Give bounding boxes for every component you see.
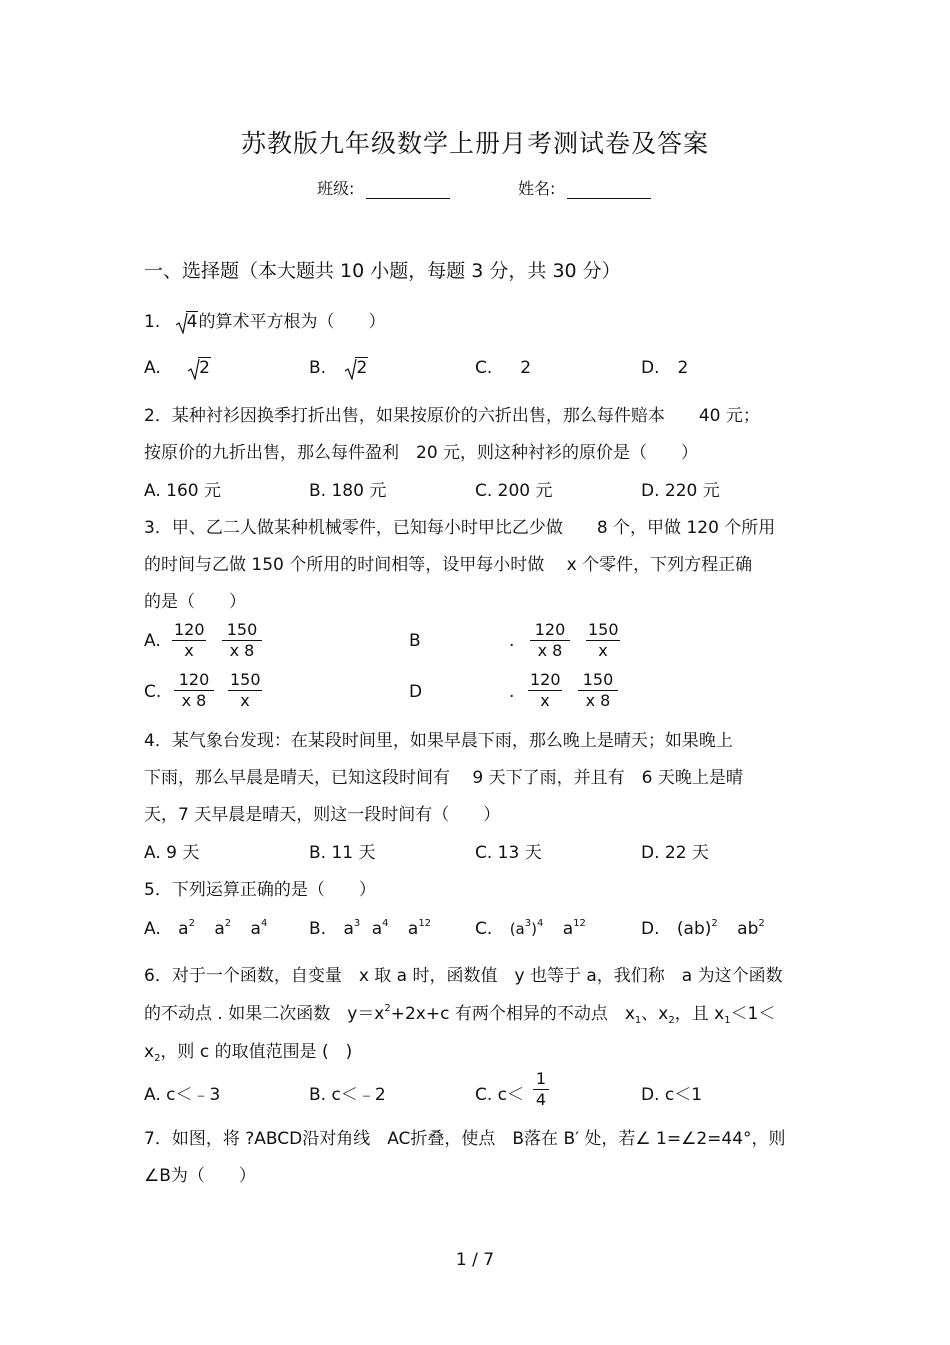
option-d-dot: . [509, 682, 515, 702]
section-heading: 一、选择题（本大题共 10 小题，每题 3 分，共 30 分） [144, 260, 621, 282]
option-label: D. [641, 358, 660, 378]
numerator: 150 [578, 670, 618, 691]
base: (ab) [676, 919, 712, 939]
question-3-line-3: 的是（ ） [144, 592, 246, 612]
option-label: B. [309, 358, 327, 378]
question-7-line-1: 7．如图，将 ?ABCD沿对角线 AC折叠，使点 B落在 B′ 处，若∠ 1=∠2=44°，则 [144, 1129, 786, 1149]
option-value: 2 [520, 358, 532, 378]
option-d[interactable] [641, 919, 765, 939]
denominator: x [240, 691, 250, 710]
option-b[interactable]: B. 11 天 [309, 843, 376, 863]
question-6-line-2 [144, 999, 775, 1024]
question-6-line-1: 6．对于一个函数，自变量 x 取 a 时，函数值 y 也等于 a，我们称 a 为这个函数 [144, 966, 783, 986]
fraction [578, 670, 618, 711]
denominator: x 8 [537, 641, 563, 660]
exponent: 3 [524, 918, 532, 929]
numerator: 120 [530, 620, 570, 641]
exponent: 12 [418, 918, 432, 929]
text: x [144, 1042, 155, 1062]
denominator: 4 [535, 1090, 547, 1109]
fraction [533, 1069, 549, 1110]
sqrt-symbol [176, 312, 199, 332]
option-label: B. [309, 919, 327, 939]
denominator: x 8 [585, 691, 611, 710]
exponent: 4 [260, 918, 268, 929]
option-c[interactable]: C. 13 天 [475, 843, 542, 863]
subscript: 2 [154, 1053, 161, 1064]
name-blank[interactable] [567, 180, 651, 199]
option-b-label[interactable]: B [409, 631, 421, 651]
option-value: 2 [677, 358, 689, 378]
question-number: 1. [144, 312, 161, 332]
radicand: 4 [186, 312, 198, 332]
option-a[interactable] [144, 919, 267, 939]
text: ，则 c 的取值范围是 ( ) [160, 1042, 353, 1062]
numerator: 150 [222, 620, 262, 641]
base: a [178, 919, 189, 939]
question-2-line-1: 2．某种衬衫因换季打折出售，如果按原价的六折出售，那么每件赔本 40 元； [144, 406, 760, 426]
sqrt-symbol [345, 358, 368, 378]
question-3-line-2: 的时间与乙做 150 个所用的时间相等，设甲每小时做 x 个零件，下列方程正确 [144, 555, 753, 575]
question-2-line-2: 按原价的九折出售，那么每件盈利 20 元，则这种衬衫的原价是（ ） [144, 443, 699, 463]
class-blank[interactable] [366, 180, 450, 199]
option-a[interactable]: A. 9 天 [144, 843, 200, 863]
option-d[interactable]: D. 220 元 [641, 481, 720, 501]
class-field [317, 176, 450, 199]
question-4-line-3: 天，7 天早晨是晴天，则这一段时间有（ ） [144, 805, 501, 825]
subscript: 1 [634, 1015, 642, 1026]
numerator: 1 [533, 1069, 549, 1090]
fraction [222, 620, 262, 661]
exponent: 2 [711, 918, 718, 929]
base: a [343, 919, 354, 939]
subscript: 2 [668, 1015, 675, 1026]
fraction [528, 670, 562, 711]
option-c-label[interactable]: C. [144, 682, 162, 702]
base: a [371, 919, 383, 939]
option-label: D. [641, 919, 660, 939]
fraction [530, 620, 570, 661]
radicand: 2 [199, 358, 210, 378]
base: a [250, 919, 261, 939]
exponent: 2 [224, 918, 232, 929]
numerator: 120 [174, 670, 214, 691]
paren: ) [531, 920, 537, 938]
text: 、x [641, 1004, 669, 1024]
base: a [562, 919, 574, 939]
fraction [228, 670, 262, 711]
option-label: C. c＜ [475, 1085, 525, 1105]
question-text: 的算术平方根为（ ） [198, 312, 386, 332]
option-c[interactable] [475, 919, 586, 939]
question-5: 5．下列运算正确的是（ ） [144, 880, 376, 900]
denominator: x [598, 641, 608, 660]
option-a-label[interactable]: A. [144, 631, 161, 651]
fraction [586, 620, 620, 661]
page-number: 1 / 7 [455, 1250, 495, 1270]
exponent: 12 [573, 918, 586, 929]
denominator: x 8 [229, 641, 255, 660]
option-label: A. [144, 919, 161, 939]
option-b[interactable] [309, 919, 431, 939]
option-d[interactable]: D. c＜1 [641, 1085, 703, 1105]
option-c[interactable]: C. 200 元 [475, 481, 553, 501]
option-a[interactable]: A. c＜﹣3 [144, 1085, 221, 1105]
base: (a [509, 920, 525, 938]
base: a [407, 919, 419, 939]
option-label: A. [144, 358, 161, 378]
question-4-line-1: 4．某气象台发现：在某段时间里，如果早晨下雨，那么晚上是晴天；如果晚上 [144, 731, 733, 751]
text: ＜1＜ [730, 1004, 776, 1024]
option-label: C. [475, 919, 493, 939]
option-label: C. [475, 358, 493, 378]
numerator: 120 [174, 620, 205, 639]
denominator: x [540, 691, 550, 710]
base: ab [737, 919, 759, 939]
question-1 [144, 307, 385, 332]
option-b[interactable] [309, 358, 368, 378]
base: a [214, 919, 225, 939]
text: 的不动点 . 如果二次函数 y＝x [144, 1004, 385, 1024]
sqrt-symbol [188, 358, 211, 378]
option-a[interactable]: A. 160 元 [144, 481, 221, 501]
option-c[interactable] [475, 358, 531, 378]
option-b[interactable]: B. c＜﹣2 [309, 1085, 386, 1105]
exponent: 4 [382, 918, 389, 929]
denominator: x 8 [181, 691, 207, 710]
numerator: 120 [530, 670, 561, 689]
option-d[interactable] [641, 358, 688, 378]
exponent: 4 [536, 918, 544, 929]
exponent: 2 [384, 1003, 391, 1014]
exponent: 3 [353, 918, 361, 929]
fraction [174, 670, 214, 711]
exponent: 2 [188, 918, 195, 929]
text: ，且 x [674, 1004, 725, 1024]
question-4-line-2: 下雨，那么早晨是晴天，已知这段时间有 9 天下了雨，并且有 6 天晚上是晴 [144, 768, 743, 788]
option-c[interactable] [475, 1080, 524, 1105]
question-3-line-1: 3．甲、乙二人做某种机械零件，已知每小时甲比乙少做 8 个，甲做 120 个所用 [144, 518, 776, 538]
option-b-dot: . [509, 631, 515, 651]
text: +2x+c 有两个相异的不动点 x [390, 1004, 635, 1024]
exponent: 2 [758, 918, 765, 929]
option-d-label[interactable]: D [409, 682, 423, 702]
numerator: 150 [230, 670, 261, 689]
name-field [518, 176, 651, 199]
class-label: 班级: [317, 179, 355, 198]
fraction [172, 620, 206, 661]
radicand: 2 [356, 358, 368, 378]
option-a[interactable] [144, 358, 211, 378]
question-6-line-3 [144, 1037, 352, 1062]
name-label: 姓名: [518, 179, 556, 198]
option-b[interactable]: B. 180 元 [309, 481, 387, 501]
numerator: 150 [588, 620, 619, 639]
question-7-line-2: ∠B为（ ） [144, 1166, 256, 1186]
subscript: 1 [724, 1015, 731, 1026]
option-d[interactable]: D. 22 天 [641, 843, 709, 863]
denominator: x [184, 641, 194, 660]
page-title: 苏教版九年级数学上册月考测试卷及答案 [240, 129, 709, 158]
